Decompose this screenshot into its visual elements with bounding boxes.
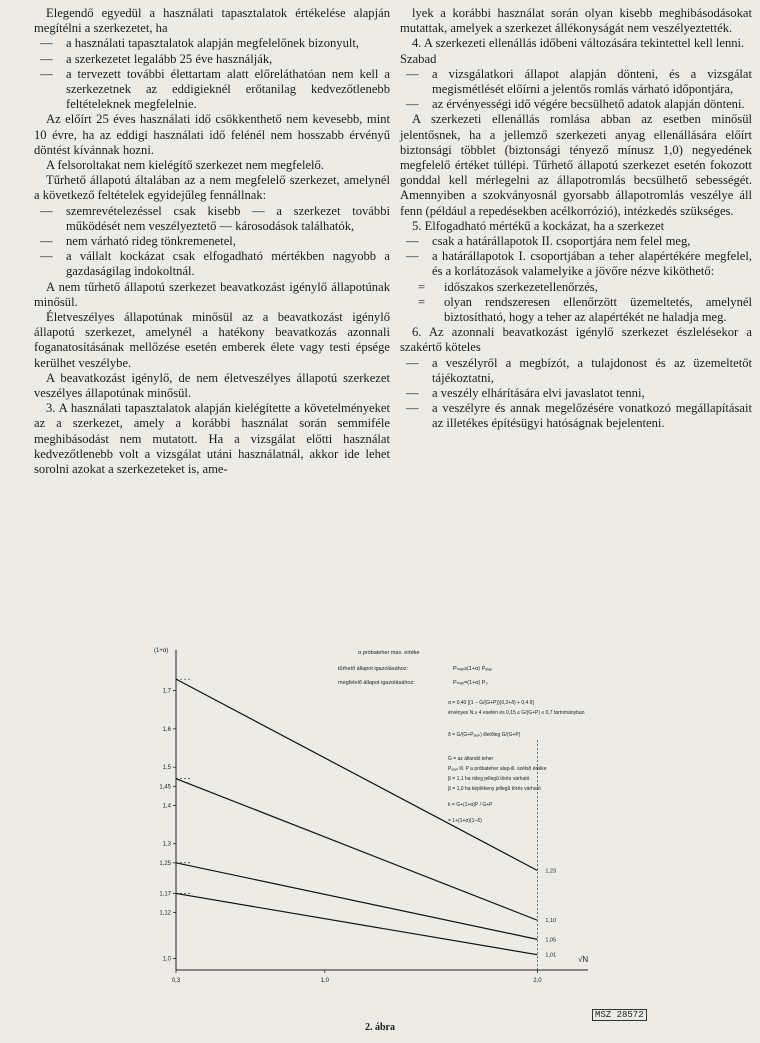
list-dash: — [406,249,419,264]
list-item-text: a veszélyről a megbízót, a tulajdonost és az üzemeltetőt tájékoztatni, [432,355,752,385]
paragraph: Az előírt 25 éves használati idő csökkenthető nem kevesebb, mint 10 évre, ha az eddigi használati idő felénél nem hosszabb érvényű döntést kívánnak hozni. [34,112,390,157]
standard-stamp: MSZ 28572 [592,1009,647,1021]
series-end-value: 1,23 [545,868,557,875]
list-item [400,295,752,325]
series-line [176,863,537,940]
list-item [400,234,752,249]
list-dash: — [406,66,419,81]
list-dash: = [418,294,426,309]
paragraph: 5. Elfogadható mértékű a kockázat, ha a szerkezet [412,218,665,233]
list-item [34,67,390,113]
x-tick-label: 1,0 [320,978,329,984]
y-tick-label: 1,7 [162,688,171,695]
paragraph: Életveszélyes állapotúnak minősül az a beavatkozást igénylő állapotú szerkezet, amelynél a hatékony beavatkozás azonnali foganatosításának mellőzése esetén emberek élete vagy testi épsége kerülhet veszélybe. [34,310,390,370]
list-item-text: nem várható rideg tönkremenetel, [66,234,236,249]
figure-caption: 2. ábra [365,1022,395,1033]
list-item-text: a tervezett további élettartam alatt előreláthatóan nem kell a szerkezetnek az eddigieknél erőtanilag kedvezőtlenebb feltételeknek megfelelnie. [66,66,390,112]
formula-note: β = 1,0 ha képlékeny jellegű törés várható [448,786,541,792]
series-end-value: 1,10 [545,918,557,925]
list-item-text: a veszélyre és annak megelőzésére vonatkozó megállapításait az illetékes építésügyi hatóságnak bejelenteni. [432,401,752,431]
paragraph: 6. Az azonnali beavatkozást igénylő szerkezet észlelésekor a szakértő köteles [400,325,752,355]
list-item [400,249,752,279]
chart-svg [148,640,668,1010]
list-item [400,386,752,401]
list-item [34,204,390,234]
formula-note: δ = G/(G+Pₐₗₐₚ) illetőleg G/(G+P) [448,732,521,738]
list-dash: — [406,401,419,416]
series-end-value: 1,05 [545,937,557,944]
left-column [34,6,390,477]
y-tick-label: 1,5 [162,765,171,772]
list-item-text: az érvényességi idő végére becsülhető adatok alapján dönteni. [432,97,745,112]
list-item [34,36,390,51]
list-dash: — [40,203,53,218]
list-dash: — [40,51,53,66]
x-tick-label: 2,0 [533,978,542,984]
list-item [34,249,390,279]
list-dash: — [40,36,53,51]
list-item-text: olyan rendszeresen ellenőrzött üzemeltetés, amelynél biztosítható, hogy a teher az alapértékét ne haladja meg. [444,294,752,325]
formula-note: = 1+(1+α)(1−δ) [448,818,482,824]
series-end-value: 1,01 [545,952,557,959]
y-tick-label: 1,25 [159,860,171,867]
paragraph: Tűrhető állapotú általában az a nem megfelelő szerkezet, amelynél a következő feltételek egyidejűleg fennállnak: [34,173,390,203]
y-tick-label: 1,6 [162,726,171,733]
series-line [176,779,537,921]
legend-line1-formula: Pₘₐₓ≥(1+α) Pₐₗₐₚ [453,666,493,672]
y-tick-label: 1,17 [159,891,171,898]
list-item-text: szemrevételezéssel csak kisebb — a szerkezet további működését nem veszélyeztető — károsodások találhatók, [66,203,390,233]
list-item-text: a vállalt kockázat csak elfogadható mértékben nagyobb a gazdaságilag indokoltnál. [66,249,390,279]
list-item-text: a használati tapasztalatok alapján megfelelőnek bizonyult, [66,36,360,51]
list-item-text: csak a határállapotok II. csoportjára nem felel meg, [432,234,691,249]
y-tick-label: 1,12 [159,910,171,917]
list-item-text: a vizsgálatkori állapot alapján dönteni, és a vizsgálat megismétlését előírni a jelentős romlás várható időpontjára, [432,66,752,97]
formula-note: α = 0,40 [(1 − G/(G+P))(0,2+δ) + 0,4 δ] [448,700,534,706]
paragraph: A szerkezeti ellenállás romlása abban az esetben minősül jelentősnek, ha a jellemző szerkezeti anyag ellenállására előírt biztonsági többlet (biztonsági tényező mínusz 1,0) negyedének megfelelő értéket túllépi. Tűrhető állapotú szerkezet esetén fokozott gonddal kell mérlegelni az állapotromlás becsülhető sebességét. Amennyiben a szokványosnál gyorsabb állapotromlás veszélye áll fenn (például a repedésekben acélkorrózió), intézkedés szükséges. [400,112,752,218]
formula-note: Pₐₗₐₚ ill. P a próbateher alap-ill. szélső értéke [448,766,547,772]
list-item-text: a szerkezetet legalább 25 éve használják, [66,51,273,66]
legend-line1: tűrhető állapot igazolásához: [338,666,409,672]
list-item-text: a veszély elhárítására elvi javaslatot tenni, [432,386,645,401]
list-item [400,280,752,295]
list-item [400,401,752,431]
list-dash: — [406,234,419,249]
paragraph: lyek a korábbi használat során olyan kisebb meghibásodásokat mutattak, amelyek a szerkezet állékonyságát nem veszélyeztették. [400,6,752,36]
list-dash: — [40,234,53,249]
list-item [34,52,390,67]
series-line [176,679,537,870]
list-dash: — [40,66,53,81]
list-item-text: a határállapotok I. csoportjában a teher alapértékére megfelel, és a korlátozások valamelyike a jövőre nézve kiköthető: [432,249,752,279]
paragraph: A felsoroltakat nem kielégítő szerkezet nem megfelelő. [46,158,325,173]
series-line [176,893,537,954]
list-dash: — [406,355,419,370]
list-dash: — [406,97,419,112]
list-item [34,234,390,249]
list-item [400,356,752,386]
paragraph: Elegendő egyedül a használati tapasztalatok értékelése alapján megítélni a szerkezetet, ha [34,6,390,36]
list-item [400,97,752,112]
list-item [400,67,752,97]
legend-line2: megfelelő állapot igazolásához: [338,680,415,686]
paragraph: 4. A szerkezeti ellenállás időbeni változására tekintettel kell lenni. [412,36,745,51]
formula-note: érvényes N ≥ 4 esetén és 0,15 ≤ G/(G+P) ≤ 0,7 tartományban [448,710,585,716]
x-tick-label: 0,3 [171,978,181,984]
legend-line2-formula: Pₘₐₓ=(1+α) P₀ [453,680,488,686]
y-tick-label: 1,45 [159,784,171,791]
y-tick-label: 1,0 [162,956,171,963]
y-tick-label: 1,3 [162,841,171,848]
list-dash: — [406,386,419,401]
paragraph: 3. A használati tapasztalatok alapján kielégítette a követelményeket az a szerkezet, amely a korábbi használat során semmiféle meghibásodást nem mutatott. Ha a vizsgálat előtti használat kedvezőtlenebb volt a vizsgálat utáni használatnál, akkor ide lehet sorolni azokat a szerkezeteket is, ame- [34,401,390,477]
formula-note: G = az állandó teher [448,756,494,762]
figure-2 [148,640,668,1010]
y-axis-label: (1+α) [154,648,169,654]
formula-note: β = 1,1 ha rideg jellegű törés várható [448,776,530,782]
paragraph: Szabad [400,51,437,66]
list-dash: = [418,279,426,294]
right-column [400,6,752,432]
y-tick-label: 1,4 [162,803,171,810]
paragraph: A beavatkozást igénylő, de nem életveszélyes állapotú szerkezet veszélyes állapotúnak minősül. [34,370,390,401]
legend-note: α próbateher max. értéke [358,650,420,656]
list-dash: — [40,249,53,264]
formula-note: k = G+(1+α)P / G+P [448,802,493,808]
paragraph: A nem tűrhető állapotú szerkezet beavatkozást igénylő állapotúnak minősül. [34,279,390,309]
x-axis-label: √N [578,955,589,964]
list-item-text: időszakos szerkezetellenőrzés, [444,279,598,294]
